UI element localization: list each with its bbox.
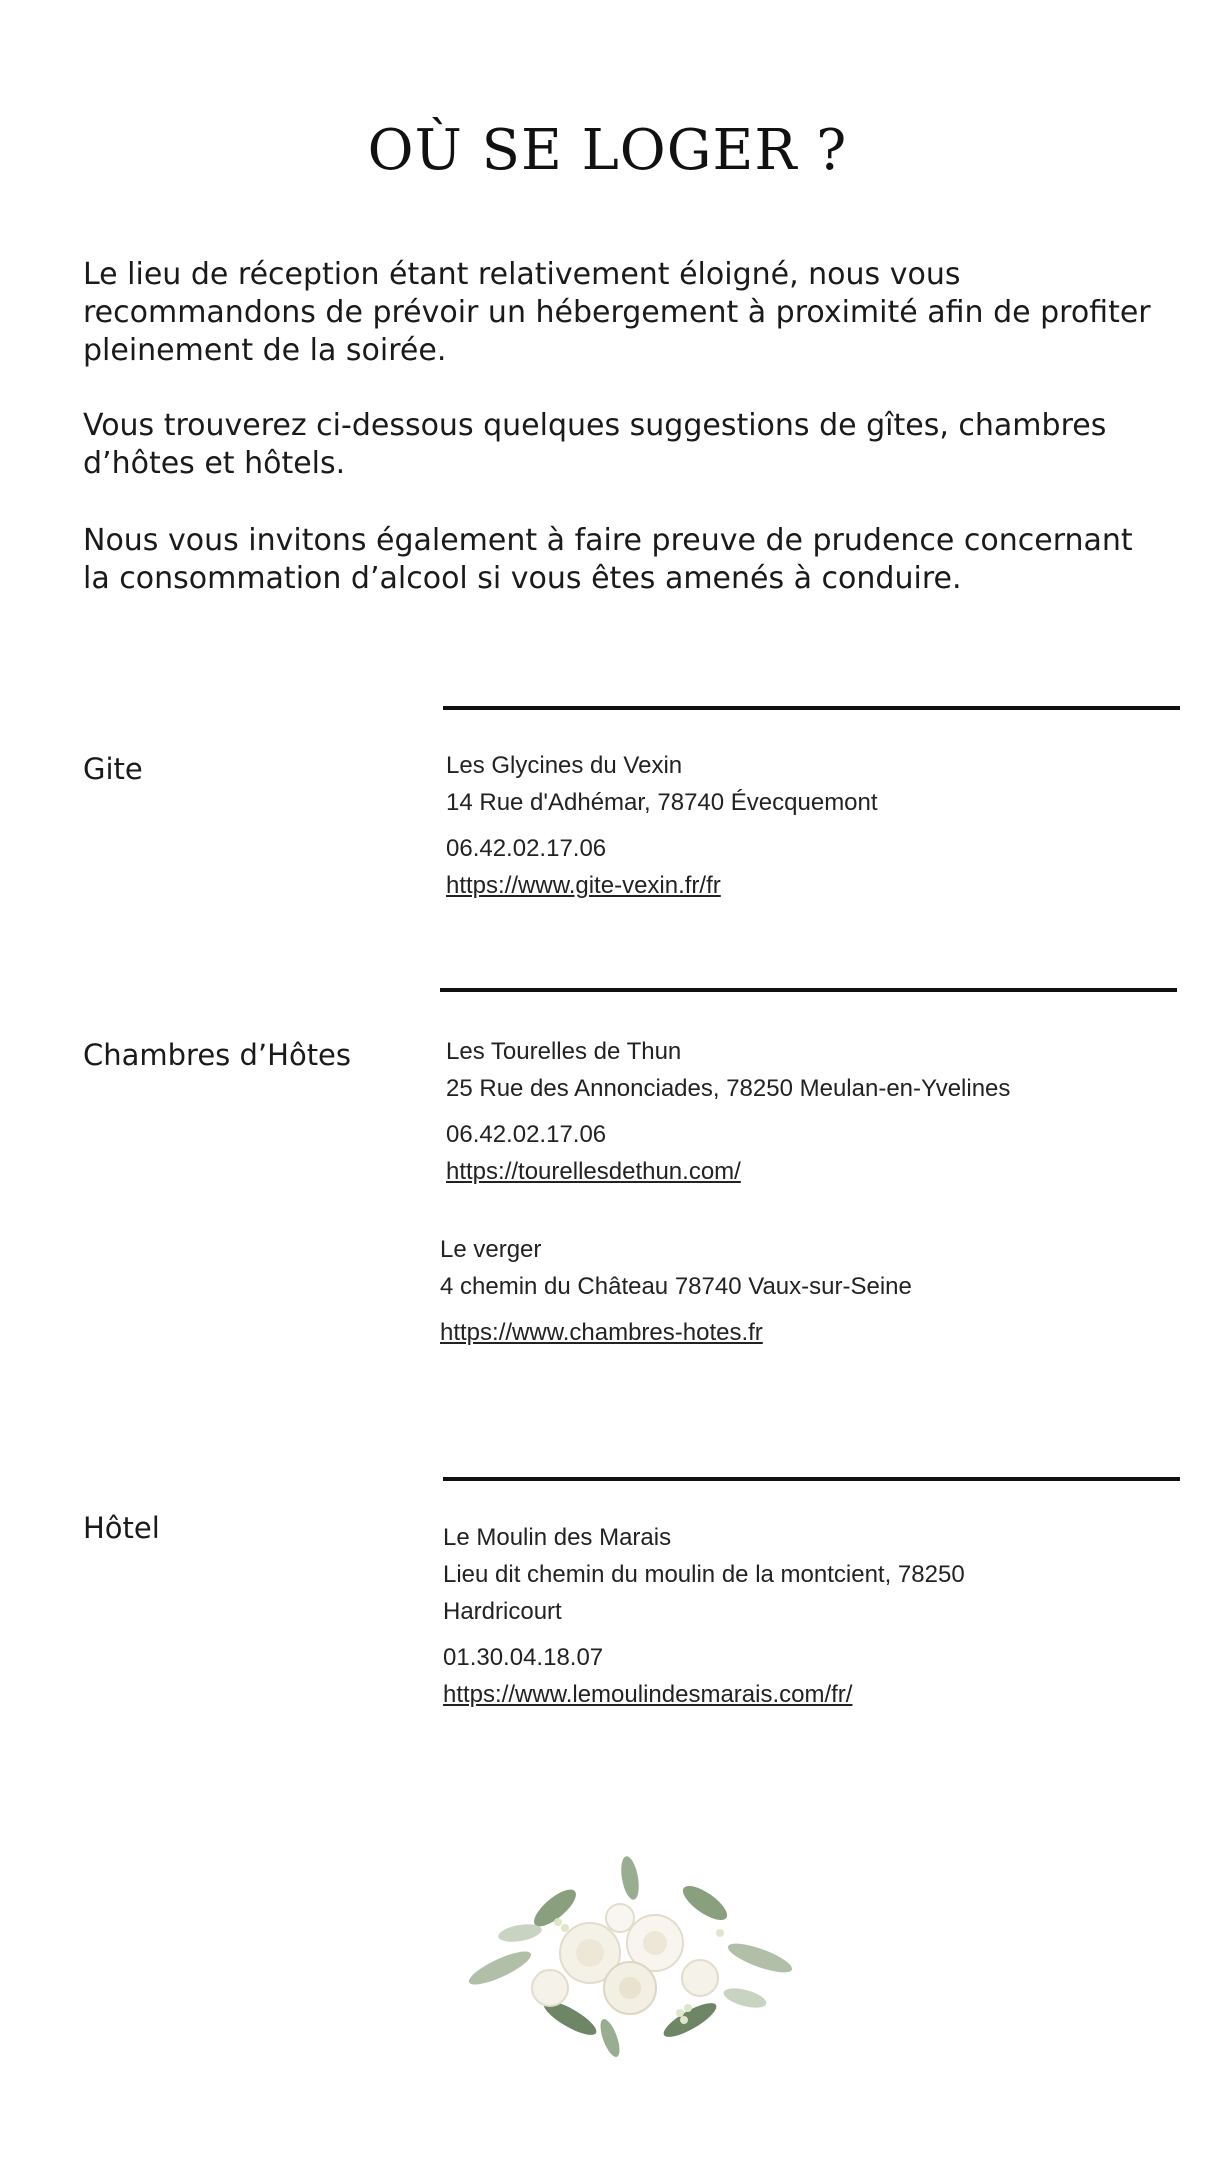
lodging-website-link[interactable]: https://www.gite-vexin.fr/fr	[446, 872, 721, 899]
lodging-website-link[interactable]: https://tourellesdethun.com/	[446, 1158, 741, 1185]
lodging-phone: 06.42.02.17.06	[446, 835, 607, 862]
lodging-address-line-1: Lieu dit chemin du moulin de la montcient, 78250	[443, 1561, 965, 1588]
category-label-hotel: Hôtel	[83, 1511, 160, 1545]
category-label-chambres: Chambres d’Hôtes	[83, 1038, 352, 1072]
page-title: OÙ SE LOGER ?	[367, 118, 848, 183]
lodging-website-link[interactable]: https://www.lemoulindesmarais.com/fr/	[443, 1681, 853, 1708]
section-divider-gite	[443, 706, 1180, 710]
lodging-address: 25 Rue des Annonciades, 78250 Meulan-en-Yvelines	[446, 1075, 1011, 1102]
lodging-website-link[interactable]: https://www.chambres-hotes.fr	[440, 1319, 763, 1346]
lodging-address-line-2: Hardricourt	[443, 1598, 562, 1625]
lodging-name: Le verger	[440, 1236, 542, 1263]
lodging-entry-moulin	[443, 1519, 1103, 1713]
lodging-name: Les Tourelles de Thun	[446, 1038, 682, 1065]
lodging-entry-tourelles	[446, 1033, 1010, 1190]
intro-paragraph-1: Le lieu de réception étant relativement éloigné, nous vous recommandons de prévoir un hébergement à proximité afin de profiter pleinement de la soirée.	[83, 257, 1151, 368]
category-label-gite: Gite	[83, 752, 143, 786]
lodging-entry-glycines	[446, 747, 878, 904]
lodging-name: Les Glycines du Vexin	[446, 752, 683, 779]
intro-paragraph-3: Nous vous invitons également à faire preuve de prudence concernant la consommation d’alcool si vous êtes amenés à conduire.	[83, 523, 1133, 596]
intro-paragraph-2: Vous trouverez ci-dessous quelques suggestions de gîtes, chambres d’hôtes et hôtels.	[83, 408, 1107, 481]
section-divider-hotel	[443, 1477, 1180, 1481]
lodging-entry-verger	[440, 1231, 912, 1351]
lodging-address: 14 Rue d'Adhémar, 78740 Évecquemont	[446, 789, 878, 816]
section-divider-chambres	[440, 988, 1177, 992]
lodging-address: 4 chemin du Château 78740 Vaux-sur-Seine	[440, 1273, 912, 1300]
lodging-phone: 06.42.02.17.06	[446, 1121, 607, 1148]
lodging-name: Le Moulin des Marais	[443, 1524, 672, 1551]
floral-bouquet-illustration	[460, 1848, 800, 2058]
lodging-phone: 01.30.04.18.07	[443, 1644, 604, 1671]
